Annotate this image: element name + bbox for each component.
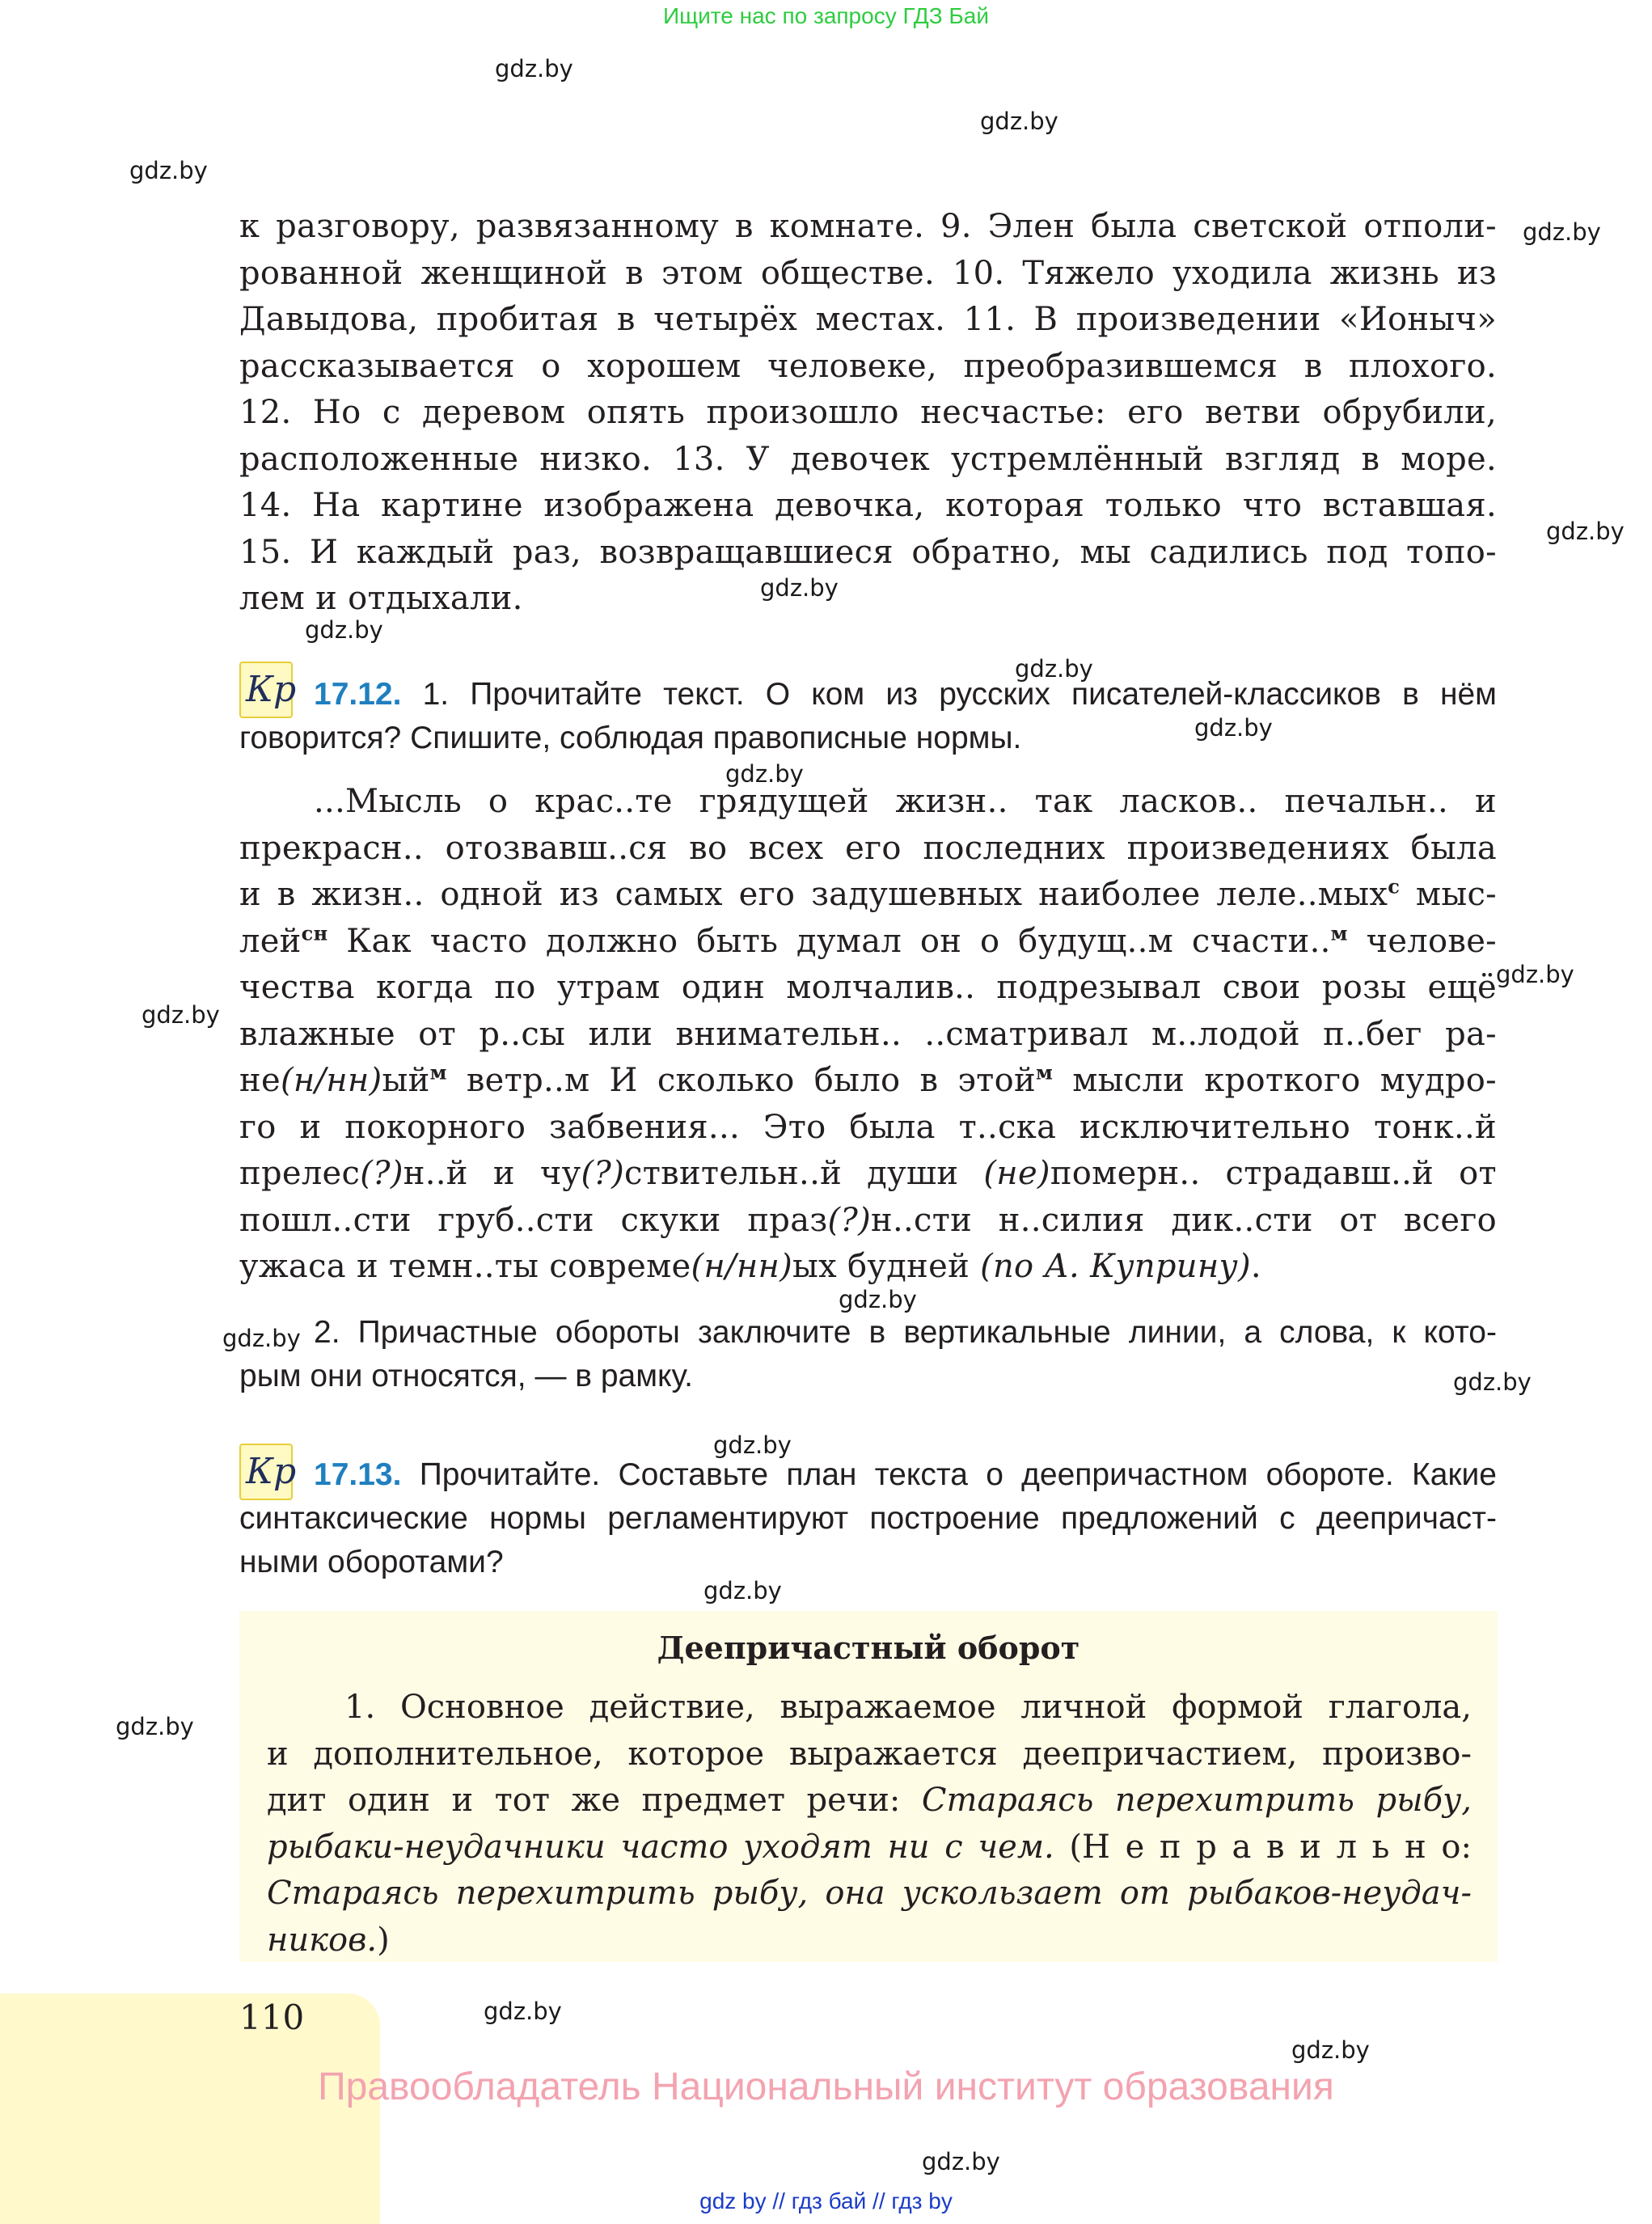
- text-line: 1. Основное действие, выражаемое личной формой глагола,: [344, 1689, 1472, 1726]
- text-line: лей$^{сн}$ Как часто должно быть думал он о будущ..м счасти..$^м$ челове-: [239, 921, 1497, 960]
- text-line: влажные от р..сы или внимательн.. ..сматривал м..лодой п..бег ра-: [239, 1015, 1497, 1053]
- task-line: говорится? Спишите, соблюдая правописные нормы.: [239, 721, 1022, 755]
- text-line: ников.): [267, 1921, 390, 1959]
- bottom-links[interactable]: gdz by // гдз бай // гдз by: [699, 2188, 953, 2213]
- text-line: Давыдова, пробитая в четырёх местах. 11. В произведении «Ионыч»: [239, 301, 1497, 338]
- watermark: gdz.by: [1523, 218, 1601, 246]
- top-banner[interactable]: Ищите нас по запросу ГДЗ Бай: [662, 3, 990, 28]
- text-line: рыбаки-неудачники часто уходят ни с чем. (Н е п р а в и л ь н о:: [267, 1828, 1472, 1866]
- exercise-17-12-task: [239, 673, 1497, 760]
- text-line: прекрасн.. отозвавш..ся во всех его последних произведениях была: [239, 829, 1497, 867]
- exercise-17-12-text: [239, 779, 1497, 1291]
- rule-title: Деепричастный оборот: [657, 1630, 1080, 1666]
- watermark: gdz.by: [839, 1286, 917, 1313]
- page-number: 110: [239, 1998, 305, 2037]
- watermark: gdz.by: [222, 1325, 301, 1352]
- watermark: gdz.by: [129, 157, 208, 184]
- exercise-17-13-task: [239, 1453, 1497, 1584]
- text-line: го и покорного забвения... Это была т..ска исключительно тонк..й: [239, 1108, 1497, 1146]
- text-line: к разговору, развязанному в комнате. 9. Элен была светской отполи-: [239, 208, 1497, 245]
- rule-text: [267, 1685, 1472, 1964]
- watermark: gdz.by: [1194, 714, 1273, 742]
- text-line: $не(н/нн)ый^м$ ветр..м И сколько было в этой$^м$ мысли кроткого мудро-: [239, 1060, 1497, 1099]
- task-line: синтаксические нормы регламентируют построение предложений с деепричаст-: [239, 1501, 1497, 1536]
- text-line: дит один и тот же предмет речи: Стараясь перехитрить рыбу,: [267, 1782, 1472, 1819]
- text-line: прелес(?)н..й и чу(?)ствительн..й души (не)померн.. страдавш..й от: [239, 1155, 1497, 1192]
- text-line: лем и отдыхали.: [239, 580, 523, 617]
- watermark: gdz.by: [1546, 518, 1625, 545]
- watermark: gdz.by: [116, 1713, 194, 1740]
- watermark: gdz.by: [495, 55, 573, 82]
- text-line: расположенные низко. 13. У девочек устремлённый взгляд в море.: [239, 440, 1497, 478]
- watermark: gdz.by: [703, 1577, 782, 1605]
- kr-icon: Кр: [239, 1444, 293, 1500]
- text-line: рованной женщиной в этом обществе. 10. Тяжело уходила жизнь из: [239, 254, 1497, 292]
- exercise-number: 17.12.: [314, 677, 402, 712]
- watermark: gdz.by: [725, 760, 804, 788]
- watermark: gdz.by: [1453, 1368, 1532, 1396]
- task-line: 17.12. 1. Прочитайте текст. О ком из русских писателей-классиков в нём: [314, 677, 1497, 712]
- task-line: рым они относятся, — в рамку.: [239, 1359, 693, 1393]
- task-line: ными оборотами?: [239, 1545, 504, 1579]
- kr-icon: Кр: [239, 662, 293, 718]
- text-line: чества когда по утрам один молчалив.. подрезывал свои розы ещё: [239, 969, 1497, 1006]
- text-line: 12. Но с деревом опять произошло несчастье: его ветви обрубили,: [239, 394, 1497, 431]
- watermark: gdz.by: [760, 574, 839, 602]
- text-line: 15. И каждый раз, возвращавшиеся обратно, мы садились под топо-: [239, 533, 1497, 571]
- watermark: gdz.by: [142, 1001, 220, 1029]
- watermark: gdz.by: [305, 616, 383, 644]
- watermark: gdz.by: [1015, 655, 1093, 683]
- text-line: 14. На картине изображена девочка, которая только что вставшая.: [239, 487, 1497, 524]
- text-line: ужаса и темн..ты совреме(н/нн)ых будней (по А. Куприну).: [239, 1248, 1261, 1285]
- text-line: рассказывается о хорошем человеке, преобразившемся в плохого.: [239, 347, 1497, 385]
- text-line: ...Мысль о крас..те грядущей жизн.. так ласков.. печальн.. и: [314, 783, 1497, 820]
- task-line: 17.13. Прочитайте. Составьте план текста о деепричастном обороте. Какие: [314, 1457, 1497, 1492]
- watermark: gdz.by: [713, 1431, 792, 1459]
- text-line: и в жизн.. одной из самых его задушевных наиболее леле..мых$^с$ мыс-: [239, 874, 1497, 913]
- watermark: gdz.by: [1496, 961, 1574, 988]
- task-line: 2. Причастные обороты заключите в вертикальные линии, а слова, к кото-: [314, 1315, 1497, 1350]
- text-line: Стараясь перехитрить рыбу, она ускользает от рыбаков-неудач-: [267, 1875, 1472, 1912]
- exercise-number: 17.13.: [314, 1457, 402, 1492]
- text-line: пошл..сти груб..сти скуки праз(?)н..сти н..силия дик..сти от всего: [239, 1201, 1497, 1239]
- watermark: gdz.by: [1291, 2036, 1370, 2064]
- text-line: и дополнительное, которое выражается деепричастием, произво-: [267, 1735, 1472, 1773]
- watermark: gdz.by: [980, 108, 1058, 135]
- exercise-17-12-task2: [239, 1311, 1497, 1398]
- watermark: gdz.by: [922, 2148, 1000, 2175]
- watermark: gdz.by: [484, 1998, 562, 2025]
- continuation-paragraph: [239, 204, 1497, 623]
- copyright-notice: Правообладатель Национальный институт образования: [318, 2065, 1334, 2108]
